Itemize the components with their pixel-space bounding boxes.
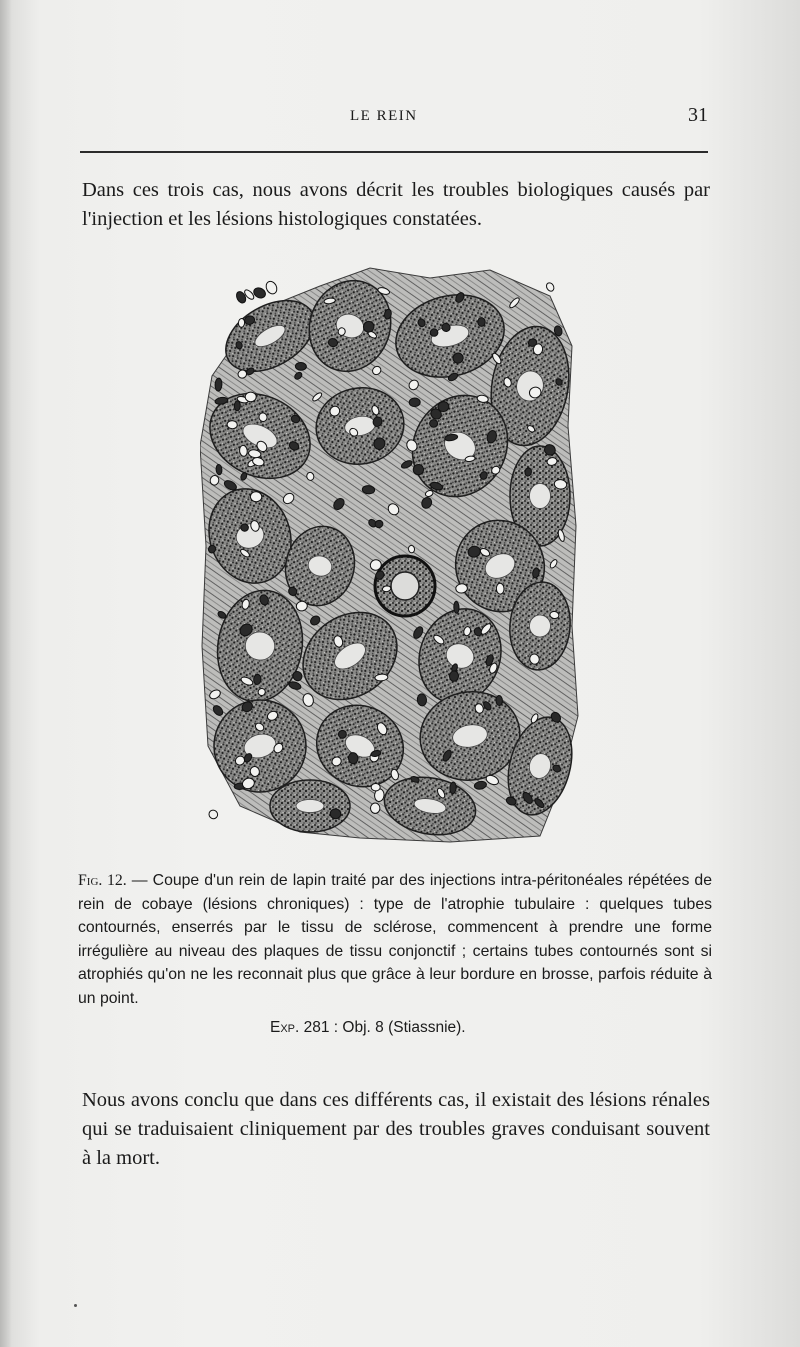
cell-nucleus <box>478 318 485 327</box>
figure-label: Fig. 12. <box>78 872 127 889</box>
cell-nucleus <box>496 583 504 594</box>
cell-nucleus <box>348 752 358 764</box>
cell-nucleus <box>238 318 245 327</box>
page-edge-shadow <box>0 0 12 1347</box>
caption-dash: — <box>126 872 153 889</box>
source-prefix: Exp. <box>270 1019 300 1036</box>
cell-nucleus <box>295 362 306 370</box>
header-rule <box>80 151 708 153</box>
cell-nucleus <box>241 524 249 532</box>
cell-nucleus <box>216 464 223 475</box>
cell-nucleus <box>215 378 222 391</box>
tubule-lumen <box>530 484 551 509</box>
caption-text: Coupe d'un rein de lapin traité par des injections intra-péritonéales répétées de rein de cobaye (lésions chroniques) : type de l'atrophie tubulaire : quelques tubes contournés, enserrés par le tissu de sclérose, commencent à prendre une forme irrégulière au niveau des plaques de tissu conjonctif ; certains tubes contournés sont si atrophiés qu'on ne les reconnait plus que grâce à leur bordure en brosse, parfois réduite à un point. <box>78 872 712 1007</box>
running-title: LE REIN <box>350 108 418 124</box>
cell-nucleus <box>450 782 457 794</box>
cell-nucleus <box>264 280 279 296</box>
cell-nucleus <box>371 783 380 791</box>
glomerulus-center <box>391 572 419 600</box>
cell-nucleus <box>454 601 460 613</box>
cell-nucleus <box>207 808 219 820</box>
body-paragraph-intro: Dans ces trois cas, nous avons décrit les troubles biologiques causés par l'injection et les lésions histologiques constatées. <box>82 179 710 230</box>
cell-nucleus <box>227 420 238 429</box>
cell-nucleus <box>545 281 555 292</box>
page-number: 31 <box>688 104 708 126</box>
cell-nucleus <box>409 398 420 407</box>
cell-nucleus <box>408 545 415 553</box>
source-detail: 281 : Obj. 8 (Stiassnie). <box>299 1019 466 1036</box>
cell-nucleus <box>455 583 467 593</box>
kidney-section-illustration <box>200 266 580 844</box>
paper-speck <box>74 1304 77 1307</box>
body-paragraph-conclusion: Nous avons conclu que dans ces différents cas, il existait des lésions rénales qui se traduisaient cliniquement par des troubles graves conduisant souvent à la mort. <box>82 1089 710 1169</box>
figure-source <box>270 1019 466 1037</box>
cell-nucleus <box>429 419 437 427</box>
figure-caption <box>78 869 712 1010</box>
cell-nucleus <box>430 329 438 337</box>
cell-nucleus <box>496 695 503 705</box>
cell-nucleus <box>371 803 380 813</box>
cell-nucleus <box>252 286 267 300</box>
histology-figure <box>200 266 580 844</box>
cell-nucleus <box>245 392 256 402</box>
tubule-lumen <box>296 800 324 813</box>
cell-nucleus <box>449 671 459 682</box>
cell-nucleus <box>234 401 240 411</box>
cell-nucleus <box>250 491 262 502</box>
